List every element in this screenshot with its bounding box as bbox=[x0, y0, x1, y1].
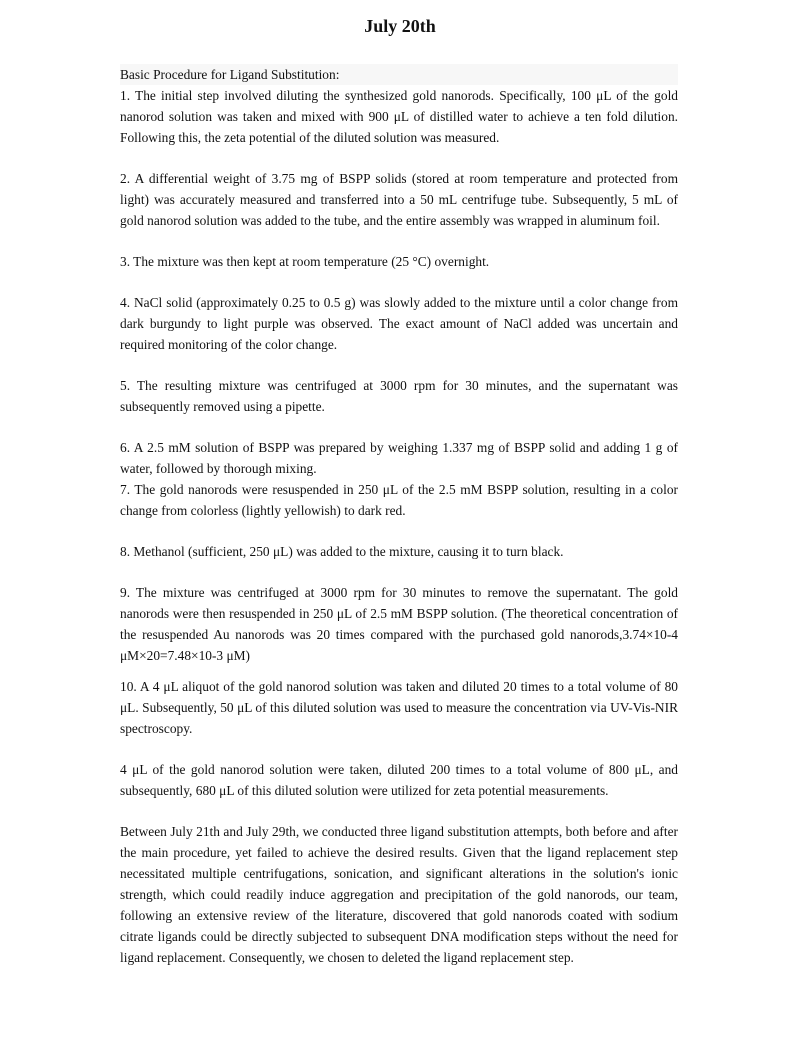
zeta-note: 4 μL of the gold nanorod solution were taken, diluted 200 times to a total volume of 800 μL, and subsequently, 680 μL of this diluted solution were utilized for zeta potential measurements. bbox=[120, 762, 678, 798]
step-4: 4. NaCl solid (approximately 0.25 to 0.5 g) was slowly added to the mixture until a color change from dark burgundy to light purple was observed. The exact amount of NaCl added was uncertain and required monitoring of the color change. bbox=[120, 295, 678, 352]
section-heading: Basic Procedure for Ligand Substitution: bbox=[120, 64, 678, 85]
step-3: 3. The mixture was then kept at room temperature (25 °C) overnight. bbox=[120, 254, 490, 269]
document-body bbox=[120, 64, 678, 968]
step-7: 7. The gold nanorods were resuspended in 250 μL of the 2.5 mM BSPP solution, resulting in a color change from colorless (lightly yellowish) to dark red. bbox=[120, 482, 678, 518]
step-1: 1. The initial step involved diluting the synthesized gold nanorods. Specifically, 100 μL of the gold nanorod solution was taken and mixed with 900 μL of distilled water to achieve a ten fold dilution. Following this, the zeta potential of the diluted solution was measured. bbox=[120, 88, 678, 145]
step-2: 2. A differential weight of 3.75 mg of BSPP solids (stored at room temperature and protected from light) was accurately measured and transferred into a 50 mL centrifuge tube. Subsequently, 5 mL of gold nanorod solution was added to the tube, and the entire assembly was wrapped in aluminum foil. bbox=[120, 171, 678, 228]
step-6: 6. A 2.5 mM solution of BSPP was prepared by weighing 1.337 mg of BSPP solid and adding 1 g of water, followed by thorough mixing. bbox=[120, 440, 678, 476]
step-9: 9. The mixture was centrifuged at 3000 rpm for 30 minutes to remove the supernatant. The gold nanorods were then resuspended in 250 μL of 2.5 mM BSPP solution. (The theoretical concentration of the resuspended Au nanorods was 20 times compared with the purchased gold nanorods,3.74×10-4 μM×20=7.48×10-3 μM) bbox=[120, 585, 678, 663]
conclusion-paragraph: Between July 21th and July 29th, we conducted three ligand substitution attempts, both before and after the main procedure, yet failed to achieve the desired results. Given that the ligand replacement step necessitated multiple centrifugations, sonication, and significant alterations in the solution's ionic strength, which could readily induce aggregation and precipitation of the gold nanorods, our team, following an extensive review of the literature, discovered that gold nanorods coated with sodium citrate ligands could be directly subjected to subsequent DNA modification steps without the need for ligand replacement. Consequently, we chosen to deleted the ligand replacement step. bbox=[120, 824, 678, 965]
step-10: 10. A 4 μL aliquot of the gold nanorod solution was taken and diluted 20 times to a total volume of 80 μL. Subsequently, 50 μL of this diluted solution was used to measure the concentration via UV-Vis-NIR spectroscopy. bbox=[120, 679, 678, 736]
page-title: July 20th bbox=[364, 16, 436, 36]
step-5: 5. The resulting mixture was centrifuged at 3000 rpm for 30 minutes, and the supernatant was subsequently removed using a pipette. bbox=[120, 378, 678, 414]
step-8: 8. Methanol (sufficient, 250 μL) was added to the mixture, causing it to turn black. bbox=[120, 544, 564, 559]
